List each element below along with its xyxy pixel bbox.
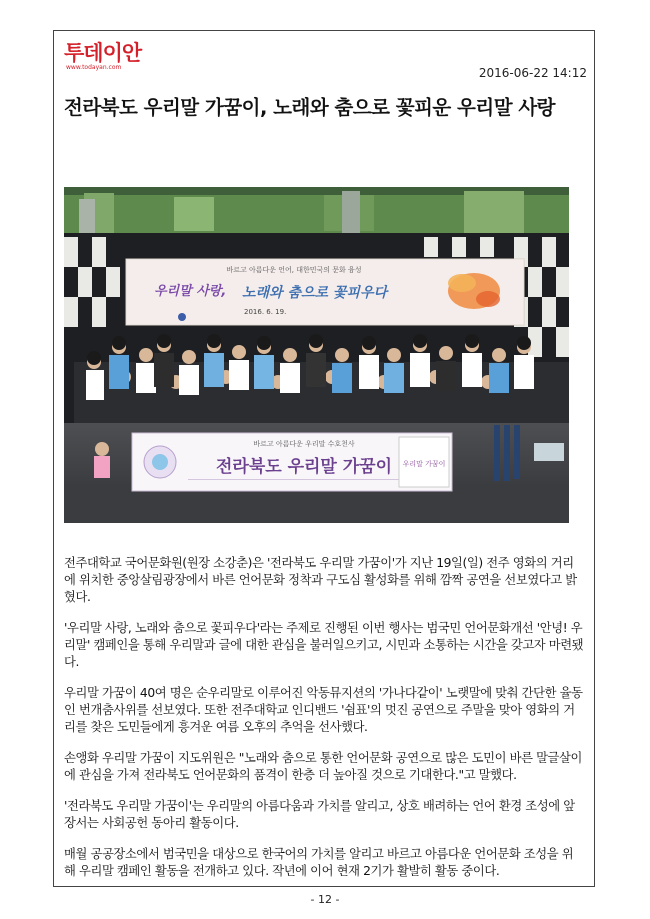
banner-top-date: 2016. 6. 19. xyxy=(244,308,287,316)
flower-graphic xyxy=(448,273,500,309)
banner-bottom-right: 우리말 가꿈이 xyxy=(402,460,446,468)
article-date: 2016-06-22 14:12 xyxy=(478,66,587,80)
article-paragraph: 손앵화 우리말 가꿈이 지도위원은 "노래와 춤으로 통한 언어문화 공연으로 많은 도민이 바른 말글살이에 관심을 가져 전라북도 언어문화의 품격이 한층 더 높아질 것으로 기대한다."고 말했다. xyxy=(64,751,582,782)
publisher-logo[interactable] xyxy=(64,42,141,71)
banner-top-main-a: 우리말 사랑, xyxy=(154,284,227,299)
article-paragraph: 전주대학교 국어문화원(원장 소강춘)은 '전라북도 우리말 가꿈이'가 지난 19일(일) 전주 영화의 거리에 위치한 중앙살림광장에서 바른 언어문화 정착과 구도심 활성화를 위해 깜짝 공연을 선보였다고 밝혔다. xyxy=(64,556,577,604)
page-number: - 12 - xyxy=(310,893,340,906)
logo-text: 투데이안 xyxy=(64,41,142,65)
banner-top-main-b: 노래와 춤으로 꽃피우다 xyxy=(242,285,387,301)
article-paragraph: '우리말 사랑, 노래와 춤으로 꽃피우다'라는 주제로 진행된 이번 행사는 범국민 언어문화개선 '안녕! 우리말' 캠페인을 통해 우리말과 글에 대한 관심을 불러일으키고, 시민과 소통하는 시간을 갖고자 마련됐다. xyxy=(64,621,584,669)
article-paragraph: 우리말 가꿈이 40여 명은 순우리말로 이루어진 악동뮤지션의 '가나다같이' 노랫말에 맞춰 간단한 율동인 번개춤사위를 선보였다. 또한 전주대학교 인디밴드 '쉼표'의 멋진 공연으로 주말을 맞아 영화의 거리를 찾은 도민들에게 흥겨운 여름 오후의 추억을 선사했다. xyxy=(64,686,583,734)
banner-bottom-small: 바르고 아름다운 우리말 수호천사 xyxy=(253,440,355,448)
banner-top-small: 바르고 아름다운 언어, 대한민국의 문화 융성 xyxy=(226,266,362,274)
article-paragraph: 매월 공공장소에서 범국민을 대상으로 한국어의 가치를 알리고 바르고 아름다운 언어문화 조성을 위해 우리말 캠페인 활동을 전개하고 있다. 작년에 이어 현재 2기가 활발히 활동 중이다. xyxy=(64,847,574,878)
article-paragraph: '전라북도 우리말 가꿈이'는 우리말의 아름다움과 가치를 알리고, 상호 배려하는 언어 환경 조성에 앞장서는 사회공헌 동아리 활동이다. xyxy=(64,799,575,830)
article-photo xyxy=(64,187,569,523)
logo-url: www.todayan.com xyxy=(66,64,122,71)
banner-bottom-main: 전라북도 우리말 가꿈이 xyxy=(215,457,393,477)
article-title: 전라북도 우리말 가꿈이, 노래와 춤으로 꽃피운 우리말 사랑 xyxy=(64,96,556,119)
article-body xyxy=(64,555,584,894)
